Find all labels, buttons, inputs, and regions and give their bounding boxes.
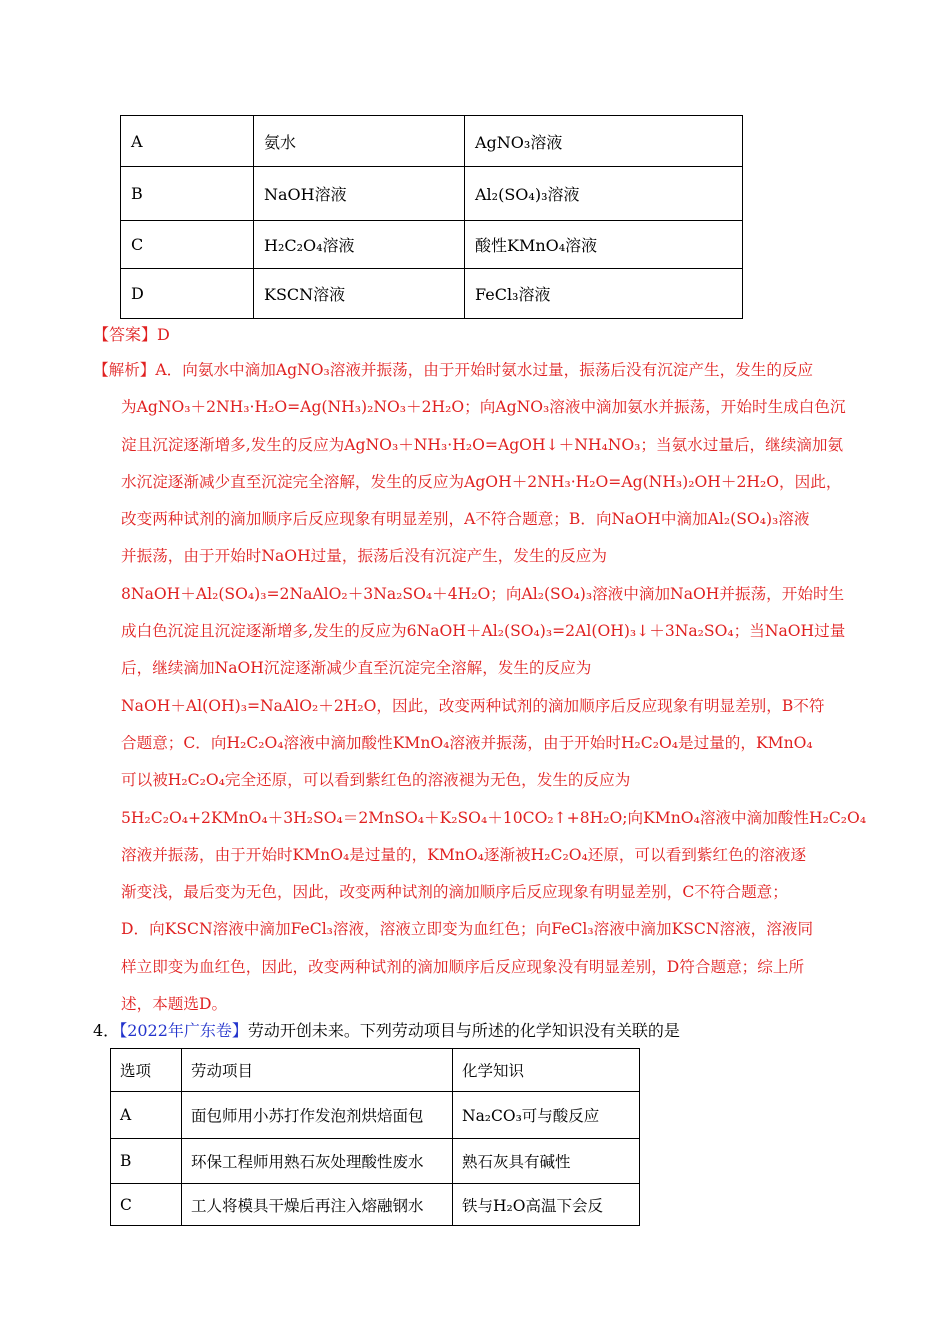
table-header-row bbox=[111, 1049, 640, 1092]
answer-value: D bbox=[157, 325, 170, 344]
answer-label: 【答案】 bbox=[93, 325, 158, 344]
header-cell: 选项 bbox=[111, 1049, 182, 1092]
analysis-line: 8NaOH＋Al₂(SO₄)₃=2NaAlO₂＋3Na₂SO₄＋4H₂O；向Al₂(SO₄)₃溶液中滴加NaOH并振荡，开始时生 bbox=[121, 584, 845, 603]
analysis-line: 合题意；C．向H₂C₂O₄溶液中滴加酸性KMnO₄溶液并振荡，由于开始时H₂C₂O₄是过量的，KMnO₄ bbox=[121, 733, 813, 752]
project-cell: 环保工程师用熟石灰处理酸性废水 bbox=[182, 1139, 453, 1184]
knowledge-cell: 铁与H₂O高温下会反 bbox=[453, 1184, 640, 1226]
analysis-line: 5H₂C₂O₄+2KMnO₄＋3H₂SO₄＝2MnSO₄＋K₂SO₄＋10CO₂↑+8H₂O;向KMnO₄溶液中滴加酸性H₂C₂O₄ bbox=[121, 808, 867, 827]
table-row bbox=[111, 1184, 640, 1226]
knowledge-cell: Na₂CO₃可与酸反应 bbox=[453, 1092, 640, 1139]
option-cell: C bbox=[121, 221, 254, 269]
option-cell: B bbox=[121, 167, 254, 221]
knowledge-cell: 熟石灰具有碱性 bbox=[453, 1139, 640, 1184]
analysis-line: 后，继续滴加NaOH沉淀逐渐减少直至沉淀完全溶解，发生的反应为 bbox=[121, 659, 592, 678]
reagent2-cell: AgNO₃溶液 bbox=[465, 116, 743, 167]
analysis-line: 样立即变为血红色，因此，改变两种试剂的滴加顺序后反应现象没有明显差别，D符合题意；综上所 bbox=[121, 957, 805, 976]
table-row bbox=[121, 269, 743, 319]
reagent-table bbox=[120, 115, 743, 319]
labor-table bbox=[110, 1048, 640, 1226]
reagent1-cell: 氨水 bbox=[254, 116, 465, 167]
option-cell: C bbox=[111, 1184, 182, 1226]
table-row bbox=[111, 1092, 640, 1139]
header-cell: 劳动项目 bbox=[182, 1049, 453, 1092]
option-cell: A bbox=[121, 116, 254, 167]
analysis-line: 淀且沉淀逐渐增多,发生的反应为AgNO₃＋NH₃·H₂O=AgOH↓＋NH₄NO₃；当氨水过量后，继续滴加氨 bbox=[121, 435, 844, 454]
analysis-line: 成白色沉淀且沉淀逐渐增多,发生的反应为6NaOH＋Al₂(SO₄)₃=2Al(OH)₃↓＋3Na₂SO₄；当NaOH过量 bbox=[121, 622, 846, 641]
analysis-line: 溶液并振荡，由于开始时KMnO₄是过量的，KMnO₄逐渐被H₂C₂O₄还原，可以看到紫红色的溶液逐 bbox=[121, 845, 807, 864]
analysis-line: NaOH＋Al(OH)₃=NaAlO₂＋2H₂O，因此，改变两种试剂的滴加顺序后反应现象有明显差别，B不符 bbox=[121, 696, 825, 715]
answer-line bbox=[93, 322, 170, 345]
table-row bbox=[121, 221, 743, 269]
reagent2-cell: FeCl₃溶液 bbox=[465, 269, 743, 319]
analysis-line: 述，本题选D。 bbox=[121, 995, 228, 1014]
analysis-line: D．向KSCN溶液中滴加FeCl₃溶液，溶液立即变为血红色；向FeCl₃溶液中滴加KSCN溶液，溶液同 bbox=[121, 920, 814, 939]
option-cell: D bbox=[121, 269, 254, 319]
question-stem: 劳动开创未来。下列劳动项目与所述的化学知识没有关联的是 bbox=[247, 1021, 680, 1040]
table-row bbox=[111, 1139, 640, 1184]
reagent1-cell: NaOH溶液 bbox=[254, 167, 465, 221]
analysis-line: 为AgNO₃＋2NH₃·H₂O=Ag(NH₃)₂NO₃＋2H₂O；向AgNO₃溶液中滴加氨水并振荡，开始时生成白色沉 bbox=[121, 398, 846, 417]
option-cell: B bbox=[111, 1139, 182, 1184]
reagent2-cell: Al₂(SO₄)₃溶液 bbox=[465, 167, 743, 221]
analysis-line: 并振荡，由于开始时NaOH过量，振荡后没有沉淀产生，发生的反应为 bbox=[121, 547, 607, 566]
reagent1-cell: KSCN溶液 bbox=[254, 269, 465, 319]
analysis-line: A．向氨水中滴加AgNO₃溶液并振荡，由于开始时氨水过量，振荡后没有沉淀产生，发生的反应 bbox=[155, 361, 814, 379]
question-source: 【2022年广东卷】 bbox=[119, 1021, 248, 1040]
header-cell: 化学知识 bbox=[453, 1049, 640, 1092]
question-4 bbox=[93, 1018, 680, 1041]
analysis-line: 水沉淀逐渐减少直至沉淀完全溶解，发生的反应为AgOH＋2NH₃·H₂O=Ag(NH₃)₂OH＋2H₂O，因此， bbox=[121, 472, 842, 491]
analysis-line: 改变两种试剂的滴加顺序后反应现象有明显差别，A不符合题意；B．向NaOH中滴加Al₂(SO₄)₃溶液 bbox=[121, 510, 810, 529]
project-cell: 工人将模具干燥后再注入熔融钢水 bbox=[182, 1184, 453, 1226]
table-row bbox=[121, 167, 743, 221]
reagent1-cell: H₂C₂O₄溶液 bbox=[254, 221, 465, 269]
analysis-block bbox=[93, 352, 868, 1023]
analysis-label: 【解析】 bbox=[93, 361, 156, 379]
analysis-line: 可以被H₂C₂O₄完全还原，可以看到紫红色的溶液褪为无色，发生的反应为 bbox=[121, 771, 631, 790]
reagent2-cell: 酸性KMnO₄溶液 bbox=[465, 221, 743, 269]
question-number: 4． bbox=[93, 1021, 120, 1040]
table-row bbox=[121, 116, 743, 167]
option-cell: A bbox=[111, 1092, 182, 1139]
analysis-line: 渐变浅，最后变为无色，因此，改变两种试剂的滴加顺序后反应现象有明显差别，C不符合题意； bbox=[121, 883, 788, 902]
project-cell: 面包师用小苏打作发泡剂烘焙面包 bbox=[182, 1092, 453, 1139]
